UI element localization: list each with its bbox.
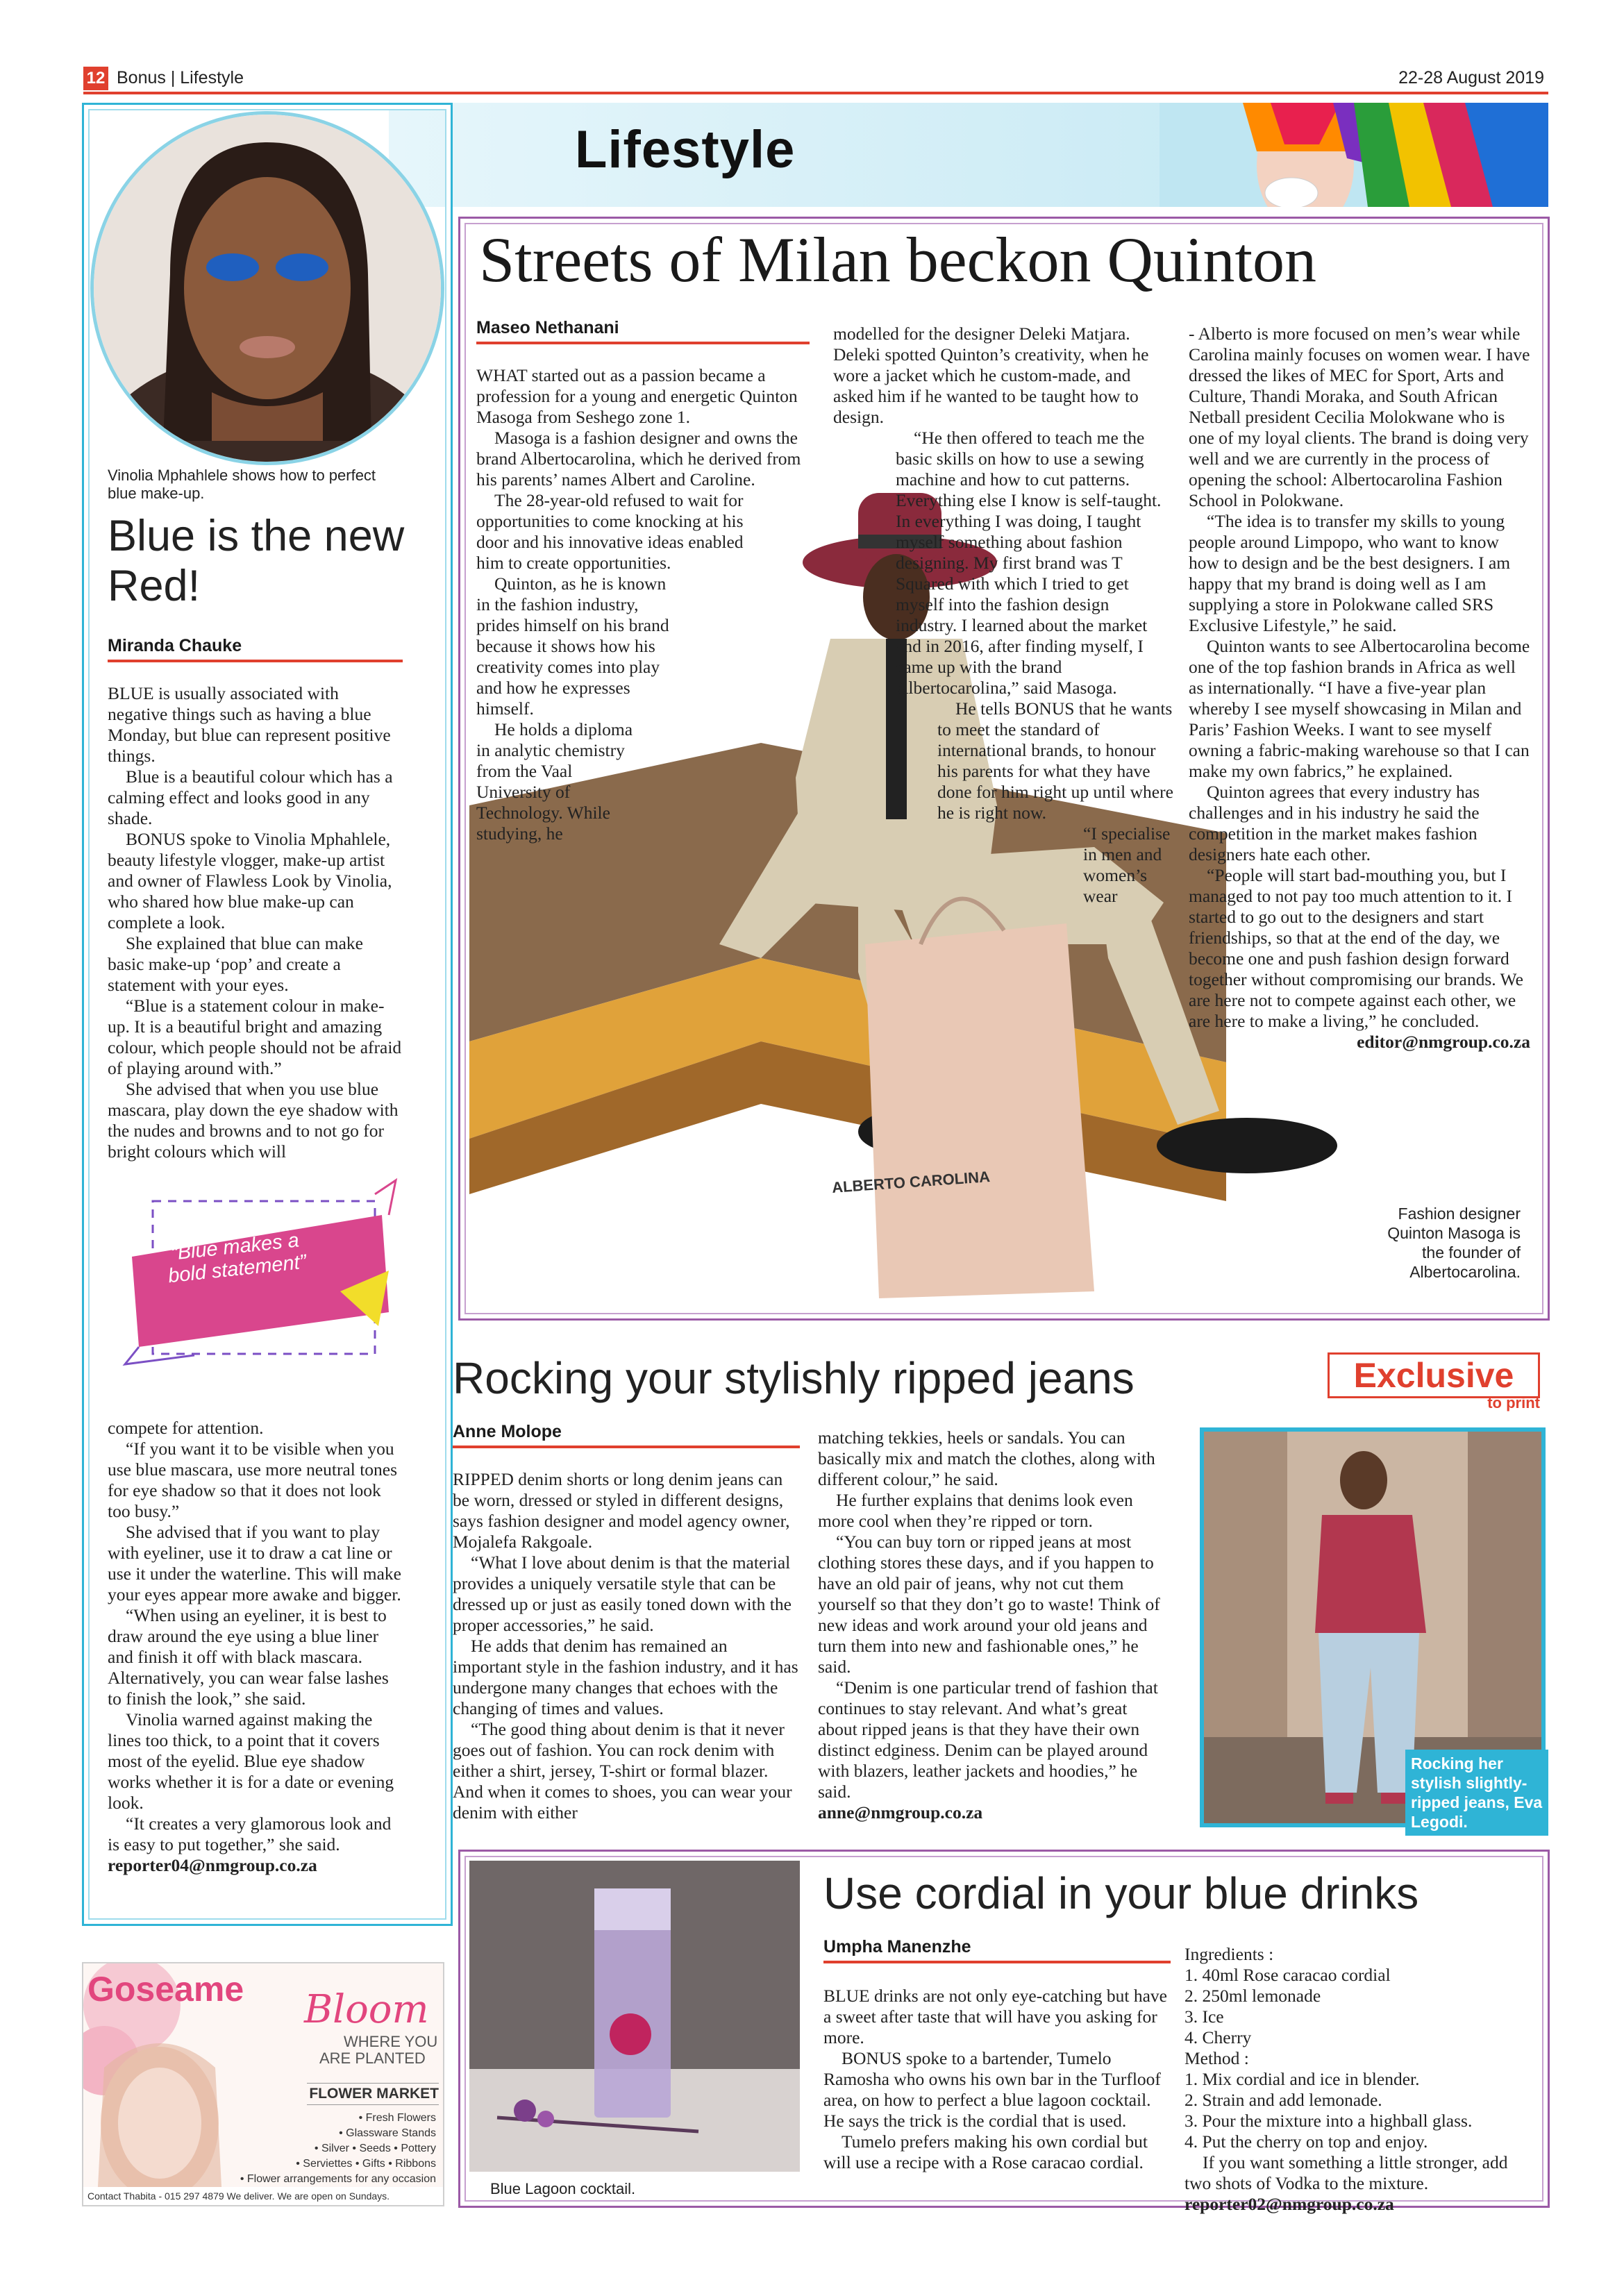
ad-market: FLOWER MARKET [307, 2083, 439, 2105]
exclusive-label: Exclusive [1328, 1352, 1540, 1398]
ad-where-you: WHERE YOU [344, 2033, 438, 2050]
paragraph: “If you want it to be visible when you use blue mascara, use more neutral tones for eye shadow so that it does not look too busy.” [108, 1439, 398, 1521]
ad-contact: Contact Thabita - 015 297 4879 We deliver. We are open on Sundays. [83, 2187, 444, 2205]
paragraph: WHAT started out as a passion became a profession for a young and energetic Quinton Masoga from Seshego zone 1. [476, 365, 798, 427]
banner-face-art [1160, 103, 1548, 207]
jeans-col1 [453, 1469, 800, 1823]
paragraph: She explained that blue can make basic make-up ‘pop’ and create a statement with your eyes. [108, 933, 363, 995]
paragraph: BLUE is usually associated with negative things such as having a blue Monday, but blue can represent positive things. [108, 683, 391, 766]
paragraph: “You can buy torn or ripped jeans at most clothing stores these days, and if you happen to have an old pair of jeans, why not cut them yourself so that they don’t go to waste! Think of new ideas and work around your old jeans and turn them into new and fashionable ones,” he said. [818, 1532, 1160, 1677]
jeans-byline: Anne Molope [453, 1422, 562, 1441]
ad-item: • Silver • Seeds • Pottery [314, 2143, 436, 2154]
milan-col3 [1189, 324, 1530, 1053]
paragraph: - Alberto is more focused on men’s wear while Carolina mainly focuses on women wear. I have dressed the likes of MEC for Sport, Arts and Culture, Thandi Moraka, and South African Netball president Cecilia Molokwane who is one of my loyal clients. The brand is doing very well and we are currently in the process of opening the school: Albertocarolina Fashion School in Polokwane. [1189, 324, 1530, 510]
method-step: 1. Mix cordial and ice in blender. [1184, 2069, 1420, 2089]
cordial-byline: Umpha Manenzhe [823, 1937, 971, 1956]
jeans-col2 [818, 1427, 1165, 1823]
method-step: 2. Strain and add lemonade. [1184, 2090, 1382, 2110]
reporter-email[interactable]: editor@nmgroup.co.za [1357, 1032, 1530, 1052]
ingredient-item: 2. 250ml lemonade [1184, 1986, 1321, 2006]
paragraph: The 28-year-old refused to wait for opportunities to come knocking at his door and his innovative ideas enabled him to create opportunities. [476, 490, 744, 573]
paragraph: “What I love about denim is that the material provides a uniquely versatile style that can be dressed up or just as easily toned down with the proper accessories,” he said. [453, 1552, 792, 1635]
eva-caption: Rocking her stylish slightly-ripped jeans, Eva Legodi. [1405, 1750, 1548, 1836]
reporter-email[interactable]: anne@nmgroup.co.za [818, 1802, 983, 1822]
paragraph: RIPPED denim shorts or long denim jeans can be worn, dressed or styled in different designs, says fashion designer and model agency owner, Mojalefa Rakgoale. [453, 1469, 790, 1552]
ad-bloom: Bloom [304, 1987, 429, 2032]
paragraph: Quinton, as he is known in the fashion industry, prides himself on his brand because it shows how his creativity comes into play and how he expresses himself. [476, 573, 669, 719]
paragraph: “I specialise in men and women’s wear [1083, 823, 1171, 906]
jeans-headline: Rocking your stylishly ripped jeans [453, 1353, 1135, 1403]
pullquote-text: “Blue makes a bold statement” [167, 1229, 308, 1288]
milan-photo-caption: Fashion designer Quinton Masoga is the founder of Albertocarolina. [1387, 1205, 1521, 1281]
portrait-photo [90, 111, 444, 465]
paragraph: “He then offered to teach me the basic skills on how to use a sewing machine and how to cut patterns. Everything else I know is self-taught. In everything I was doing, I taught myself something about fashion designing. My first brand was T Squared with which I tried to get myself into the fashion design industry. I learned about the market and in 2016, after finding myself, I came up with the brand Albertocarolina,” said Masoga. [896, 428, 1162, 698]
paragraph: He holds a diploma in analytic chemistry from the Vaal University of Technology. While studying, he [476, 719, 633, 844]
to-print-label: to print [1487, 1394, 1540, 1411]
reporter-email[interactable]: reporter02@nmgroup.co.za [1184, 2194, 1394, 2214]
ad-are-planted: ARE PLANTED [319, 2050, 426, 2067]
paragraph: He tells BONUS that he wants to meet the standard of international brands, to honour his parents for what they have done for him right up until where he is right now. [937, 698, 1173, 823]
paragraph: Blue is a beautiful colour which has a calming effect and looks good in any shade. [108, 766, 393, 828]
header-rule [83, 92, 1548, 94]
milan-col1 [476, 365, 817, 844]
paragraph: “The good thing about denim is that it never goes out of fashion. You can rock denim with either a shirt, jersey, T-shirt or formal blazer. And when it comes to shoes, you can wear your denim with either [453, 1719, 792, 1822]
milan-byline-rule [476, 342, 810, 344]
paragraph: “The idea is to transfer my skills to young people around Limpopo, who want to know how to design and be the best designers. I am happy that my brand is doing well as I am supplying a store in Polokwane called SRS Exclusive Lifestyle,” he said. [1189, 511, 1511, 635]
blue-byline-rule [108, 660, 403, 662]
cordial-col1 [823, 1986, 1171, 2173]
paragraph: She advised that if you want to play with eyeliner, use it to draw a cat line or use it under the waterline. This will make your eyes appear more awake and bigger. [108, 1522, 402, 1604]
paragraph: “Denim is one particular trend of fashion that continues to stay relevant. And what’s great about ripped jeans is that they have their own distinct edginess. Denim can be played around with blazers, leather jackets and hoodies,” he said. [818, 1677, 1158, 1802]
paragraph: Quinton wants to see Albertocarolina become one of the top fashion brands in Africa as well as internationally. “I have a five-year plan whereby I see myself showcasing in Milan and Paris’ Fashion Weeks. I want to see myself owning a fabric-making warehouse so that I can make my own fabrics,” he explained. [1189, 636, 1530, 781]
paragraph: “People will start bad-mouthing you, but I managed to not pay too much attention to it. I started to go out to the designers and start friendships, so that at the end of the day, we become one and push fashion design forward together without compromising our brands. We are here not to compete against each other, we are here to make a living,” he concluded. [1189, 865, 1523, 1031]
method-step: 3. Pour the mixture into a highball glass. [1184, 2111, 1473, 2131]
ad-item: • Flower arrangements for any occasion [240, 2173, 436, 2185]
cordial-recipe [1184, 1944, 1532, 2215]
milan-byline: Maseo Nethanani [476, 318, 619, 337]
paragraph: Quinton agrees that every industry has challenges and in his industry he said the competition in the market makes fashion designers hate each other. [1189, 782, 1480, 864]
milan-headline: Streets of Milan beckon Quinton [479, 224, 1317, 295]
cocktail-caption: Blue Lagoon cocktail. [490, 2180, 636, 2197]
paragraph: BLUE drinks are not only eye-catching but have a sweet after taste that will have you asking for more. [823, 1986, 1167, 2047]
paragraph: If you want something a little stronger, add two shots of Vodka to the mixture. [1184, 2152, 1508, 2193]
paragraph: modelled for the designer Deleki Matjara. Deleki spotted Quinton’s creativity, when he wore a jacket which he custom-made, and asked him if he wanted to be taught how to design. [833, 324, 1149, 427]
method-title: Method : [1184, 2048, 1249, 2068]
paragraph: She advised that when you use blue mascara, play down the eye shadow with the nudes and browns and to not go for bright colours which will [108, 1079, 399, 1162]
blue-body-continued [108, 1418, 403, 1876]
paragraph: “Blue is a statement colour in make-up. It is a beautiful bright and amazing colour, which people should not be afraid of playing around with.” [108, 996, 402, 1078]
paragraph: “It creates a very glamorous look and is easy to put together,” she said. [108, 1813, 392, 1854]
blue-headline: Blue is the new Red! [108, 512, 405, 610]
lifestyle-banner [389, 103, 1548, 207]
method-step: 4. Put the cherry on top and enjoy. [1184, 2131, 1428, 2152]
ad-brand: Goseame [87, 1970, 244, 2009]
ad-item: • Fresh Flowers [358, 2112, 436, 2124]
bag-label: ALBERTO CAROLINA [831, 1168, 991, 1196]
cordial-headline: Use cordial in your blue drinks [823, 1868, 1419, 1918]
reporter-email[interactable]: reporter04@nmgroup.co.za [108, 1855, 317, 1875]
paragraph: matching tekkies, heels or sandals. You can basically mix and match the clothes, along with different colour,” he said. [818, 1427, 1155, 1489]
exclusive-badge [1328, 1352, 1544, 1411]
blue-body [108, 683, 403, 1162]
cocktail-photo [469, 1861, 800, 2172]
paragraph: Tumelo prefers making his own cordial but will use a recipe with a Rose caracao cordial. [823, 2131, 1148, 2172]
jeans-byline-rule [453, 1446, 800, 1448]
section-label: Bonus | Lifestyle [117, 68, 244, 87]
ad-item: • Serviettes • Gifts • Ribbons [296, 2158, 436, 2170]
paragraph: BONUS spoke to Vinolia Mphahlele, beauty lifestyle vlogger, make-up artist and owner of Flawless Look by Vinolia, who shared how blue make-up can complete a look. [108, 829, 392, 932]
section-title: Lifestyle [575, 120, 796, 179]
milan-col2 [833, 324, 1173, 907]
page-number-badge: 12 [83, 67, 108, 90]
ingredient-item: 3. Ice [1184, 2006, 1224, 2027]
paragraph: BONUS spoke to a bartender, Tumelo Ramosha who owns his own bar in the Turfloof area, on how to perfect a blue lagoon cocktail. He says the trick is the cordial that is used. [823, 2048, 1161, 2131]
paragraph: Masoga is a fashion designer and owns the brand Albertocarolina, which he derived from his parents’ names Albert and Caroline. [476, 428, 801, 489]
ad-items [240, 2111, 436, 2187]
ingredient-item: 4. Cherry [1184, 2027, 1252, 2047]
issue-date: 22-28 August 2019 [1398, 68, 1544, 87]
portrait-caption: Vinolia Mphahlele shows how to perfect blue make-up. [108, 467, 376, 502]
paragraph: He adds that denim has remained an important style in the fashion industry, and it has undergone many changes that echoes with the changing of times and values. [453, 1636, 798, 1718]
cordial-byline-rule [823, 1961, 1171, 1963]
flower-market-ad[interactable] [82, 1962, 444, 2206]
paragraph: compete for attention. [108, 1418, 264, 1438]
ad-item: • Glassware Stands [339, 2127, 436, 2139]
paragraph: He further explains that denims look even more cool when they’re ripped or torn. [818, 1490, 1133, 1531]
paragraph: “When using an eyeliner, it is best to draw around the eye using a blue liner and finish it off with black mascara. Alternatively, you can wear false lashes to finish the look,” she said. [108, 1605, 389, 1709]
ingredient-item: 1. 40ml Rose caracao cordial [1184, 1965, 1391, 1985]
ingredients-title: Ingredients : [1184, 1944, 1274, 1964]
blue-byline: Miranda Chauke [108, 636, 242, 655]
paragraph: Vinolia warned against making the lines too thick, to a point that it covers most of the eyelid. Blue eye shadow works whether it is for a date or evening look. [108, 1709, 394, 1813]
